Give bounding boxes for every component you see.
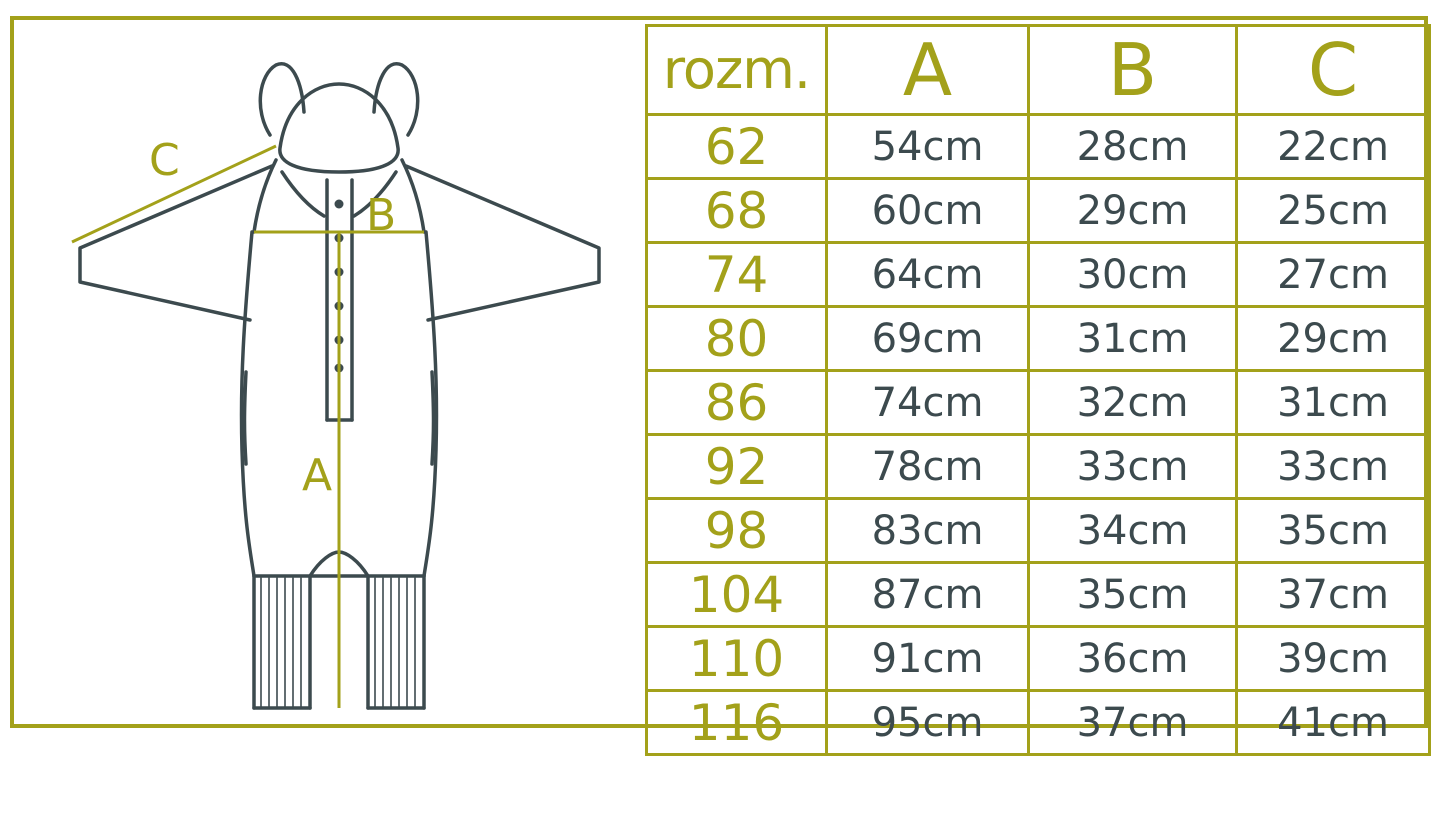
cell-b: 33cm — [1029, 435, 1237, 499]
cell-c: 41cm — [1237, 691, 1430, 755]
cell-a: 91cm — [827, 627, 1029, 691]
cell-size: 104 — [647, 563, 827, 627]
cell-b: 36cm — [1029, 627, 1237, 691]
table-row — [647, 563, 1430, 627]
cell-a: 87cm — [827, 563, 1029, 627]
sleeve-left — [80, 166, 272, 320]
cell-b: 31cm — [1029, 307, 1237, 371]
hood — [280, 84, 398, 172]
cell-c: 31cm — [1237, 371, 1430, 435]
cell-c: 39cm — [1237, 627, 1430, 691]
rib-lines-left — [261, 578, 301, 708]
header-size: rozm. — [647, 26, 827, 115]
cell-b: 30cm — [1029, 243, 1237, 307]
neck-left — [282, 172, 324, 216]
table-row — [647, 499, 1430, 563]
cell-b: 37cm — [1029, 691, 1237, 755]
table-row — [647, 691, 1430, 755]
cell-c: 33cm — [1237, 435, 1430, 499]
cell-c: 25cm — [1237, 179, 1430, 243]
cell-b: 32cm — [1029, 371, 1237, 435]
cell-size: 98 — [647, 499, 827, 563]
cell-size: 80 — [647, 307, 827, 371]
cell-a: 64cm — [827, 243, 1029, 307]
header-c: C — [1237, 26, 1430, 115]
sleeve-right — [406, 166, 599, 320]
cell-size: 116 — [647, 691, 827, 755]
table-row — [647, 243, 1430, 307]
cell-c: 35cm — [1237, 499, 1430, 563]
cell-size: 62 — [647, 115, 827, 179]
garment-illustration — [14, 20, 639, 724]
cell-b: 28cm — [1029, 115, 1237, 179]
rib-lines-right — [375, 578, 415, 708]
cell-size: 74 — [647, 243, 827, 307]
cell-b: 29cm — [1029, 179, 1237, 243]
cell-size: 110 — [647, 627, 827, 691]
table-row — [647, 435, 1430, 499]
label-a: A — [302, 450, 333, 501]
label-c: C — [149, 135, 180, 186]
cell-size: 86 — [647, 371, 827, 435]
cell-a: 83cm — [827, 499, 1029, 563]
header-b: B — [1029, 26, 1237, 115]
cell-c: 29cm — [1237, 307, 1430, 371]
table-row — [647, 307, 1430, 371]
cell-a: 74cm — [827, 371, 1029, 435]
cell-b: 34cm — [1029, 499, 1237, 563]
table-row — [647, 115, 1430, 179]
cell-size: 68 — [647, 179, 827, 243]
table-header-row — [647, 26, 1430, 115]
table-row — [647, 627, 1430, 691]
cell-a: 69cm — [827, 307, 1029, 371]
cell-a: 60cm — [827, 179, 1029, 243]
cell-a: 54cm — [827, 115, 1029, 179]
ear-left — [260, 64, 304, 135]
cell-a: 95cm — [827, 691, 1029, 755]
table-row — [647, 371, 1430, 435]
cell-b: 35cm — [1029, 563, 1237, 627]
cell-c: 27cm — [1237, 243, 1430, 307]
table-row — [647, 179, 1430, 243]
cell-c: 37cm — [1237, 563, 1430, 627]
ear-right — [374, 64, 418, 135]
cell-size: 92 — [647, 435, 827, 499]
cell-c: 22cm — [1237, 115, 1430, 179]
size-table — [645, 24, 1431, 756]
cell-a: 78cm — [827, 435, 1029, 499]
seam-left — [245, 372, 247, 464]
header-a: A — [827, 26, 1029, 115]
seam-right — [432, 372, 434, 464]
label-b: B — [366, 190, 397, 241]
